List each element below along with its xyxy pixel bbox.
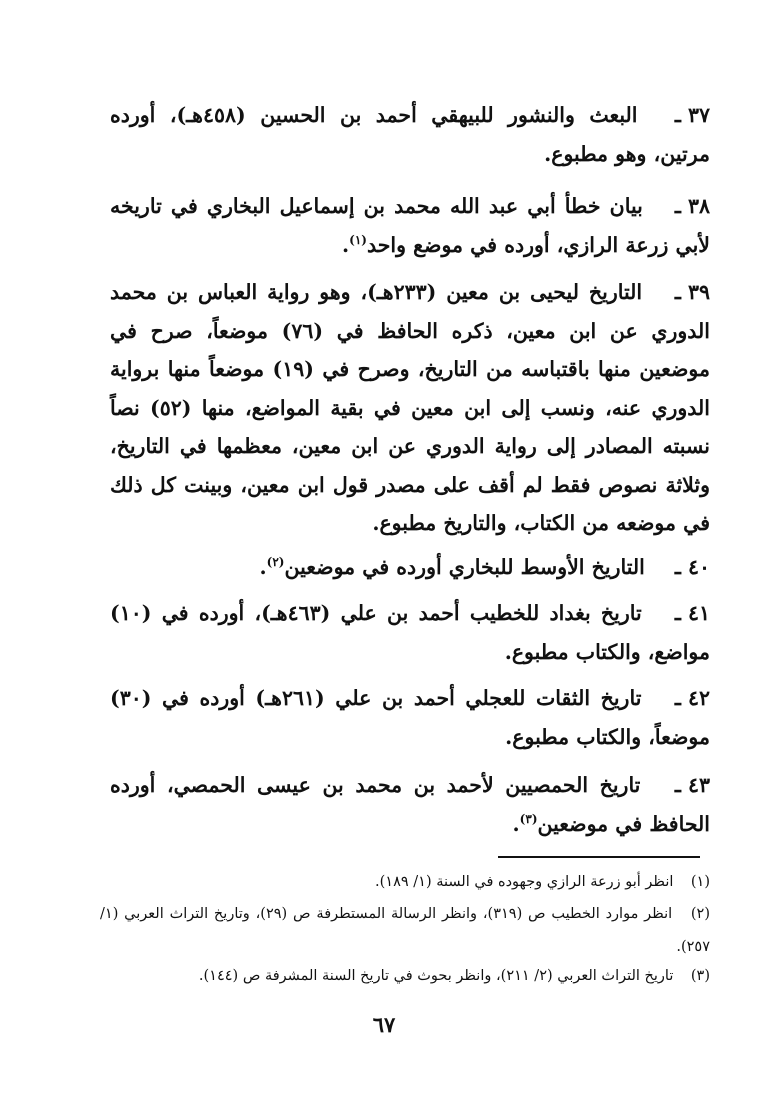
entry-text: التاريخ ليحيى بن معين (٢٣٣هـ)، وهو رواية العباس بن محمد الدوري عن ابن معين، ذكره الحافظ في (٧٦) موضعاً، صرح في موضعين منها باقتباسه من التاريخ، وصرح في (١٩) موضعاً منها برواية الدوري عنه، ونسب إلى ابن معين في بقية المواضع، منها (٥٢) نصاً نسبته المصادر إلى رواية الدوري عن ابن معين، معظمها في التاريخ، وثلاثة نصوص فقط لم أقف على مصدر قول ابن معين، وبينت كل ذلك في موضعه من الكتاب، والتاريخ مطبوع. (110, 280, 710, 535)
footnote-text: انظر موارد الخطيب ص (٣١٩)، وانظر الرسالة المستطرفة ص (٢٩)، وتاريخ التراث العربي (١/ ٢٥٧). (100, 906, 710, 955)
footnote-3 (100, 960, 710, 993)
footnote-marker: (١) (349, 232, 367, 247)
footnote-number: (١) (690, 874, 710, 890)
footnote-number: (٣) (690, 968, 710, 984)
entry-38 (110, 187, 710, 264)
entry-text: تاريخ بغداد للخطيب أحمد بن علي (٤٦٣هـ)، أورده في (١٠) مواضع، والكتاب مطبوع. (110, 601, 710, 664)
entry-number: ٣٧ ـ (674, 103, 710, 127)
entry-text: تاريخ الحمصيين لأحمد بن محمد بن عيسى الحمصي، أورده الحافظ في موضعين (110, 773, 710, 836)
entry-text: البعث والنشور للبيهقي أحمد بن الحسين (٤٥٨هـ)، أورده مرتين، وهو مطبوع. (110, 103, 710, 166)
entry-tail: . (342, 232, 350, 257)
footnote-marker: (٣) (519, 811, 538, 826)
entry-number: ٤٢ ـ (674, 686, 710, 710)
entry-tail: . (512, 811, 520, 836)
footnote-separator (498, 856, 700, 858)
entry-42 (110, 679, 710, 756)
entry-text: بيان خطأ أبي عبد الله محمد بن إسماعيل البخاري في تاريخه لأبي زرعة الرازي، أورده في موضع واحد (110, 194, 710, 257)
footnote-text: تاريخ التراث العربي (٢/ ٢١١)، وانظر بحوث في تاريخ السنة المشرفة ص (١٤٤). (198, 968, 674, 984)
footnote-1 (100, 866, 710, 899)
footnote-text: انظر أبو زرعة الرازي وجهوده في السنة (١/ ١٨٩). (375, 874, 674, 890)
entry-number: ٤٠ ـ (674, 555, 710, 579)
entry-43 (110, 766, 710, 843)
entry-number: ٤٣ ـ (674, 773, 710, 797)
entry-number: ٣٨ ـ (674, 194, 711, 218)
entry-39 (110, 273, 710, 543)
footnote-2 (100, 898, 710, 964)
entry-41 (110, 594, 710, 671)
footnote-number: (٢) (690, 906, 710, 922)
entry-37 (110, 96, 710, 173)
footnote-marker: (٢) (266, 555, 285, 570)
entry-number: ٣٩ ـ (674, 280, 711, 304)
entry-tail: . (259, 555, 267, 579)
entry-40 (110, 548, 710, 587)
entry-text: تاريخ الثقات للعجلي أحمد بن علي (٢٦١هـ) أورده في (٣٠) موضعاً، والكتاب مطبوع. (110, 686, 710, 749)
page-number: ٦٧ (372, 1012, 396, 1037)
entry-text: التاريخ الأوسط للبخاري أورده في موضعين (284, 555, 645, 579)
entry-number: ٤١ ـ (674, 601, 710, 625)
